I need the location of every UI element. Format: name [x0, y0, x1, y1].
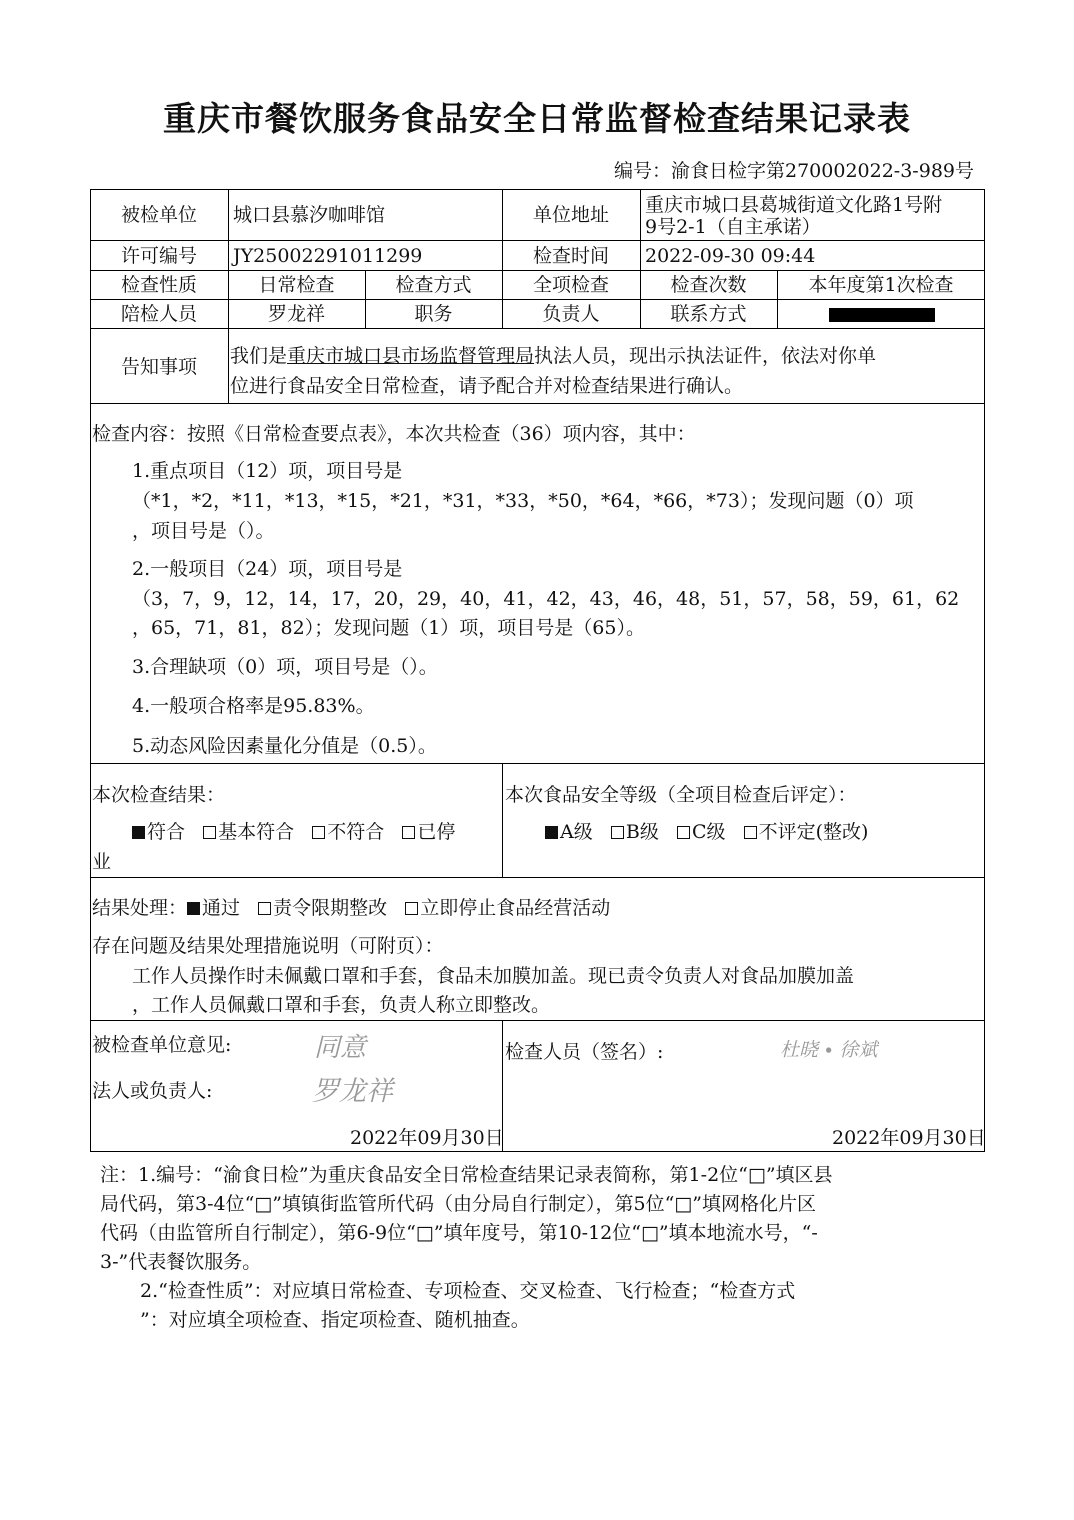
checkbox-icon [203, 826, 216, 839]
address-line-1: 重庆市城口县葛城街道文化路1号附 [645, 194, 943, 216]
missing-items: 3.合理缺项（0）项，项目号是（）。 [132, 656, 438, 678]
accompany-value: 罗龙祥 [267, 303, 325, 325]
footnote-line-3: 代码（由监管所自行制定），第6-9位“□”填年度号，第10-12位“□”填本地流水号，“- [100, 1222, 818, 1244]
date-left: 2022年09月30日 [350, 1127, 504, 1149]
inspection-time: 2022-09-30 09:44 [645, 245, 816, 267]
redacted-contact [829, 308, 935, 322]
content-intro: 检查内容：按照《日常检查要点表》，本次共检查（36）项内容，其中： [92, 423, 696, 445]
inspector-signature [778, 1034, 888, 1068]
footnote-line-2: 局代码，第3-4位“□”填镇街监管所代码（由分局自行制定），第5位“□”填网格化片区 [100, 1193, 816, 1215]
inspection-time-label: 检查时间 [532, 245, 609, 267]
issue-label: 存在问题及结果处理措施说明（可附页）： [92, 935, 444, 957]
footnote-line-5: 2.“检查性质”：对应填日常检查、专项检查、交叉检查、飞行检查；“检查方式 [140, 1280, 796, 1302]
notice-label: 告知事项 [120, 356, 197, 378]
nature-label: 检查性质 [120, 274, 197, 296]
accompany-label: 陪检人员 [120, 303, 197, 325]
position-label: 职务 [414, 303, 453, 325]
date-right: 2022年09月30日 [832, 1127, 986, 1149]
notice-line-1: 我们是重庆市城口县市场监督管理局执法人员，现出示执法证件，依法对你单 [230, 345, 877, 367]
inspected-unit-label: 被检单位 [120, 204, 197, 226]
safety-level-options: A级 B级 C级 不评定(整改) [545, 820, 868, 844]
checkbox-icon [312, 826, 325, 839]
unit-opinion-label: 被检查单位意见: [92, 1034, 232, 1056]
document-number: 编号：渝食日检字第270002022-3-989号 [614, 160, 974, 182]
checkbox-checked-icon [187, 902, 200, 915]
footnote-line-1: 注：1.编号：“渝食日检”为重庆食品安全日常检查结果记录表简称，第1-2位“□”填区县 [100, 1164, 833, 1186]
license-number: JY25002291011299 [233, 245, 423, 267]
footnote-line-4: 3-”代表餐饮服务。 [100, 1251, 262, 1273]
checkbox-checked-icon [545, 826, 558, 839]
safety-level-label: 本次食品安全等级（全项目检查后评定）： [505, 784, 857, 806]
svg-text:杜晓 ∙ 徐斌: 杜晓 ∙ 徐斌 [780, 1039, 878, 1061]
inspector-label: 检查人员（签名）: [505, 1041, 664, 1063]
nature-value: 日常检查 [258, 274, 335, 296]
result-option-wrap: 业 [92, 851, 112, 873]
legal-rep-label: 法人或负责人: [92, 1080, 213, 1102]
checkbox-icon [402, 826, 415, 839]
inspected-unit-value: 城口县慕汐咖啡馆 [233, 204, 386, 226]
risk-score: 5.动态风险因素量化分值是（0.5）。 [132, 735, 437, 757]
footnote-line-6: ”：对应填全项检查、指定项检查、随机抽查。 [140, 1309, 530, 1331]
general-items-line-2: （3，7，9，12，14，17，20，29，40，41，42，43，46，48，51，57，58，59，61，62 [132, 588, 960, 610]
result-label: 本次检查结果： [92, 784, 226, 806]
issue-line-2: ，工作人员佩戴口罩和手套，负责人称立即整改。 [132, 994, 551, 1016]
issue-line-1: 工作人员操作时未佩戴口罩和手套，食品未加膜加盖。现已责令负责人对食品加膜加盖 [132, 965, 855, 987]
key-items-line-2: （*1，*2，*11，*13，*15，*21，*31，*33，*50，*64，*66，*73）；发现问题（0）项 [132, 490, 914, 512]
svg-text:罗龙祥: 罗龙祥 [312, 1076, 393, 1107]
contact-label: 联系方式 [670, 303, 747, 325]
checkbox-icon [677, 826, 690, 839]
checkbox-icon [611, 826, 624, 839]
result-options: 符合 基本符合 不符合 已停 [132, 820, 455, 844]
general-items-line-3: ，65，71，81，82）；发现问题（1）项，项目号是（65）。 [132, 617, 645, 639]
pass-rate: 4.一般项合格率是95.83%。 [132, 695, 375, 717]
license-label: 许可编号 [120, 245, 197, 267]
checkbox-icon [744, 826, 757, 839]
checkbox-checked-icon [132, 826, 145, 839]
svg-text:同意: 同意 [314, 1033, 367, 1063]
count-label: 检查次数 [670, 274, 747, 296]
page-title: 重庆市餐饮服务食品安全日常监督检查结果记录表 [163, 99, 911, 138]
checkbox-icon [405, 902, 418, 915]
key-items-line-1: 1.重点项目（12）项，项目号是 [132, 460, 403, 482]
position-value: 负责人 [542, 303, 600, 325]
method-label: 检查方式 [395, 274, 472, 296]
checkbox-icon [258, 902, 271, 915]
method-value: 全项检查 [532, 274, 609, 296]
general-items-line-1: 2.一般项目（24）项，项目号是 [132, 558, 403, 580]
legal-rep-signature [310, 1072, 400, 1112]
key-items-line-3: ，项目号是（）。 [132, 520, 275, 542]
address-line-2: 9号2-1（自主承诺） [645, 216, 821, 238]
notice-line-2: 位进行食品安全日常检查，请予配合并对检查结果进行确认。 [230, 375, 744, 397]
count-value: 本年度第1次检查 [808, 274, 954, 296]
address-label: 单位地址 [532, 204, 609, 226]
unit-opinion-handwriting [312, 1030, 372, 1068]
agency-name: 重庆市城口县市场监督管理局 [287, 345, 535, 367]
handling-row: 结果处理： 通过 责令限期整改 立即停止食品经营活动 [92, 897, 611, 919]
